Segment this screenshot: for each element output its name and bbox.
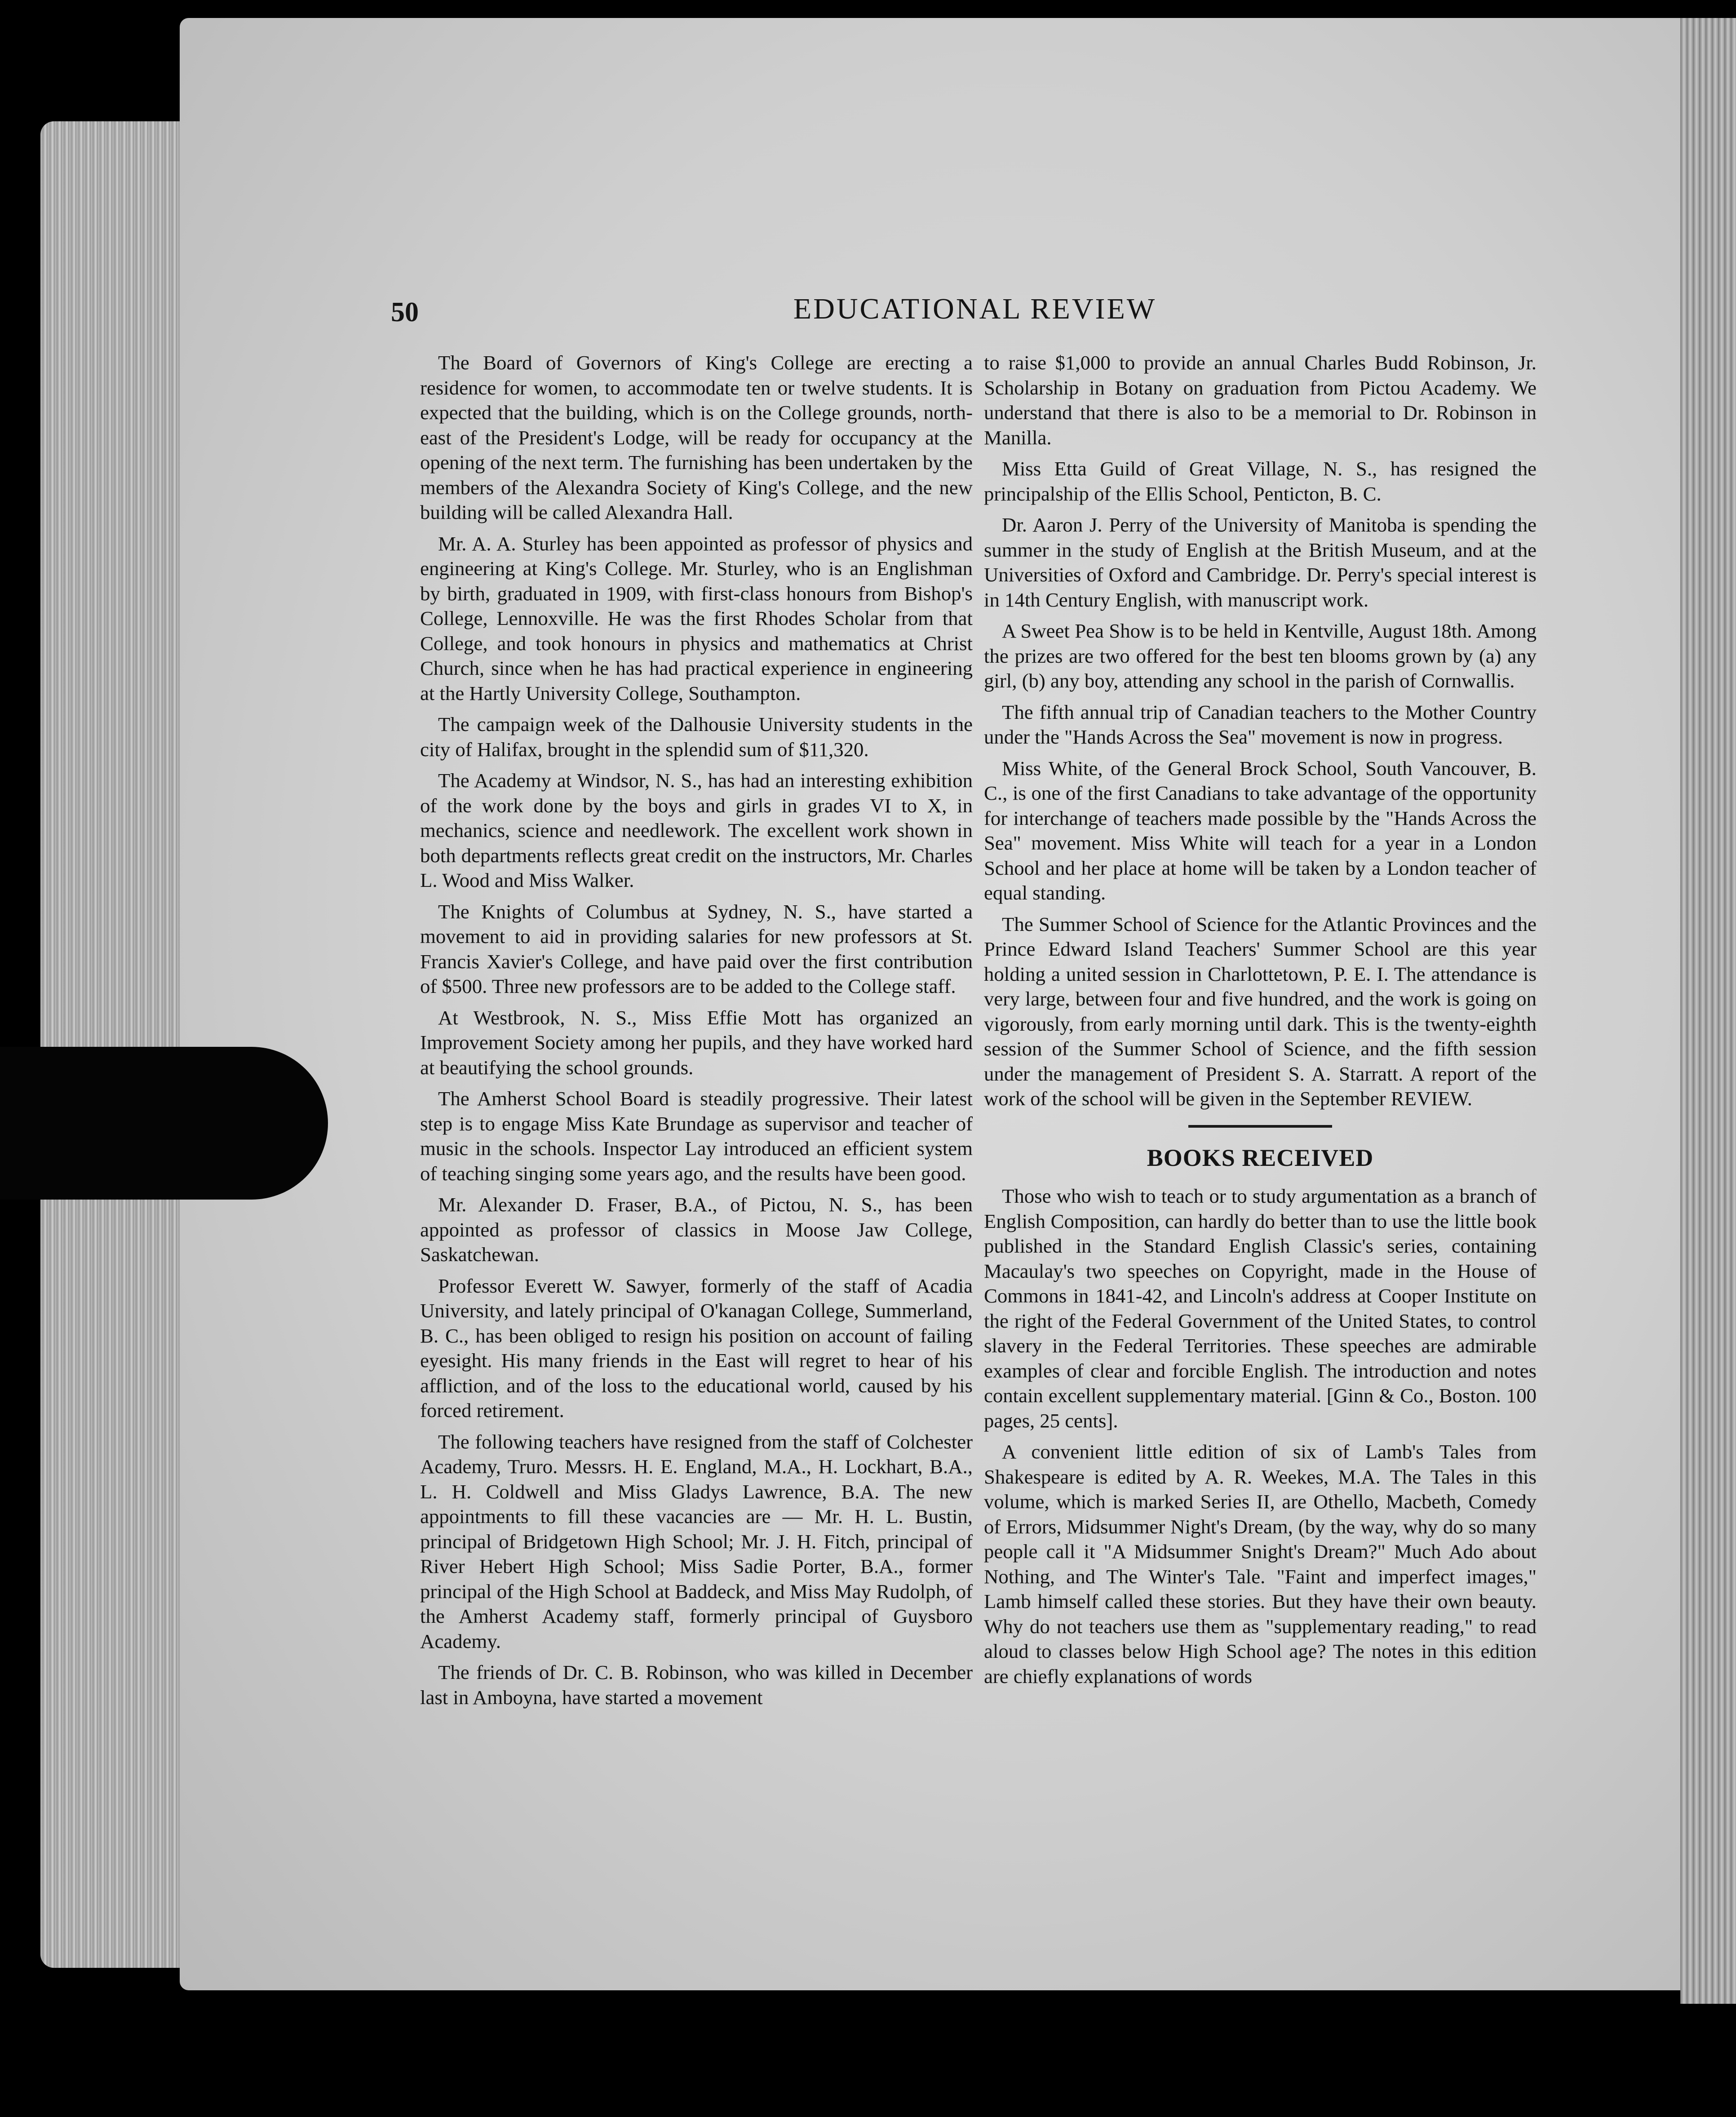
facing-page-edge: [1680, 18, 1736, 2004]
paragraph: The Board of Governors of King's College are erecting a residence for women, to accommodate ten or twelve students. It is expected that the building, which is on the College grounds, north-east of the President's Lodge, will be ready for occupancy at the opening of the next term. The furnishing has been undertaken by the members of the Alexandra Society of King's College, and the new building will be called Alexandra Hall.: [420, 351, 973, 523]
paragraph: The friends of Dr. C. B. Robinson, who was killed in December last in Amboyna, have started a movement: [420, 1661, 973, 1709]
paragraph: The following teachers have resigned from the staff of Colchester Academy, Truro. Messrs. H. E. England, M.A., H. Lockhart, B.A., L. H. Coldwell and Miss Gladys Lawrence, B.A. The new appointments to fill these vacancies are — Mr. H. L. Bustin, principal of Bridgetown High School; Mr. J. H. Fitch, principal of River Hebert High School; Miss Sadie Porter, B.A., former principal of the High School at Baddeck, and Miss May Rudolph, of the Amherst Academy staff, formerly principal of Guysboro Academy.: [420, 1430, 973, 1652]
page-content: [391, 279, 1559, 1878]
paragraph: A Sweet Pea Show is to be held in Kentville, August 18th. Among the prizes are two offered for the best ten blooms grown by (a) any girl, (b) any boy, attending any school in the parish of Cornwallis.: [984, 620, 1537, 692]
paragraph-continued: to raise $1,000 to provide an annual Charles Budd Robinson, Jr. Scholarship in Botany on graduation from Pictou Academy. We understand that there is also to be a memorial to Dr. Robinson in Manilla.: [984, 351, 1537, 449]
section-divider-rule: [1188, 1125, 1332, 1128]
paragraph: Miss Etta Guild of Great Village, N. S., has resigned the principalship of the Ellis School, Penticton, B. C.: [984, 457, 1537, 505]
thumb-shadow: [0, 1047, 328, 1200]
paragraph: The Academy at Windsor, N. S., has had an interesting exhibition of the work done by the boys and girls in grades VI to X, in mechanics, science and needlework. The excellent work shown in both departments reflects great credit on the instructors, Mr. Charles L. Wood and Miss Walker.: [420, 769, 973, 891]
paragraph: The fifth annual trip of Canadian teachers to the Mother Country under the "Hands Across the Sea" movement is now in progress.: [984, 700, 1537, 748]
right-column: [984, 350, 1537, 1695]
paragraph: The Amherst School Board is steadily progressive. Their latest step is to engage Miss Kate Brundage as supervisor and teacher of music in the schools. Inspector Lay introduced an efficient system of teaching singing some years ago, and the results have been good.: [420, 1087, 973, 1185]
paragraph: Those who wish to teach or to study argumentation as a branch of English Composition, can hardly do better than to use the little book published in the Standard English Classic's series, containing Macaulay's two speeches on Copyright, made in the House of Commons in 1841-42, and Lincoln's address at Cooper Institute on the right of the Federal Government of the United States, to control slavery in the Federal Territories. These speeches are admirable examples of clear and forcible English. The introduction and notes contain excellent supplementary material. [Ginn & Co., Boston. 100 pages, 25 cents].: [984, 1185, 1537, 1432]
paragraph: Professor Everett W. Sawyer, formerly of the staff of Acadia University, and lately principal of O'kanagan College, Summerland, B. C., has been obliged to resign his position on account of failing eyesight. His many friends in the East will regret to hear of his affliction, and of the loss to the educational world, caused by his forced retirement.: [420, 1274, 973, 1422]
books-received-heading: BOOKS RECEIVED: [1147, 1144, 1374, 1171]
paragraph: Mr. Alexander D. Fraser, B.A., of Pictou, N. S., has been appointed as professor of classics in Moose Jaw College, Saskatchewan.: [420, 1193, 973, 1266]
paragraph: The campaign week of the Dalhousie University students in the city of Halifax, brought in the splendid sum of $11,320.: [420, 713, 973, 761]
running-header-title: EDUCATIONAL REVIEW: [793, 292, 1157, 325]
paragraph: Dr. Aaron J. Perry of the University of Manitoba is spending the summer in the study of English at the British Museum, and at the Universities of Oxford and Cambridge. Dr. Perry's special interest is in 14th Century English, with manuscript work.: [984, 514, 1537, 611]
paragraph: At Westbrook, N. S., Miss Effie Mott has organized an Improvement Society among her pupils, and they have worked hard at beautifying the school grounds.: [420, 1006, 973, 1079]
paragraph: The Knights of Columbus at Sydney, N. S., have started a movement to aid in providing salaries for new professors at St. Francis Xavier's College, and have paid over the first contribution of $500. Three new professors are to be added to the College staff.: [420, 900, 973, 997]
paragraph: The Summer School of Science for the Atlantic Provinces and the Prince Edward Island Teachers' Summer School are this year holding a united session in Charlottetown, P. E. I. The attendance is very large, between four and five hundred, and the work is going on vigorously, from early morning until dark. This is the twenty-eighth session of the Summer School of Science, and the fifth session under the management of President S. A. Starratt. A report of the work of the school will be given in the September REVIEW.: [984, 912, 1537, 1110]
left-column: [420, 350, 973, 1716]
paragraph: Miss White, of the General Brock School, South Vancouver, B. C., is one of the first Canadians to take advantage of the opportunity for interchange of teachers made possible by the "Hands Across the Sea" movement. Miss White will teach for a year in a London School and her place at home will be taken by a London teacher of equal standing.: [984, 757, 1537, 904]
page-number: 50: [391, 297, 419, 328]
paragraph: A convenient little edition of six of Lamb's Tales from Shakespeare is edited by A. R. Weekes, M.A. The Tales in this volume, which is marked Series II, are Othello, Macbeth, Comedy of Errors, Midsummer Night's Dream, (by the way, why do so many people call it "A Midsummer Snight's Dream?" Much Ado about Nothing, and The Winter's Tale. "Faint and imperfect images," Lamb himself called these stories. But they have their own beauty. Why do not teachers use them as "supplementary reading," to read aloud to classes below High School age? The notes in this edition are chiefly explanations of words: [984, 1440, 1537, 1687]
paragraph: Mr. A. A. Sturley has been appointed as professor of physics and engineering at King's College. Mr. Sturley, who is an Englishman by birth, graduated in 1909, with first-class honours from Bishop's College, Lennoxville. He was the first Rhodes Scholar from that College, and took honours in physics and mathematics at Christ Church, since when he has had practical experience in engineering at the Hartly University College, Southampton.: [420, 532, 973, 704]
